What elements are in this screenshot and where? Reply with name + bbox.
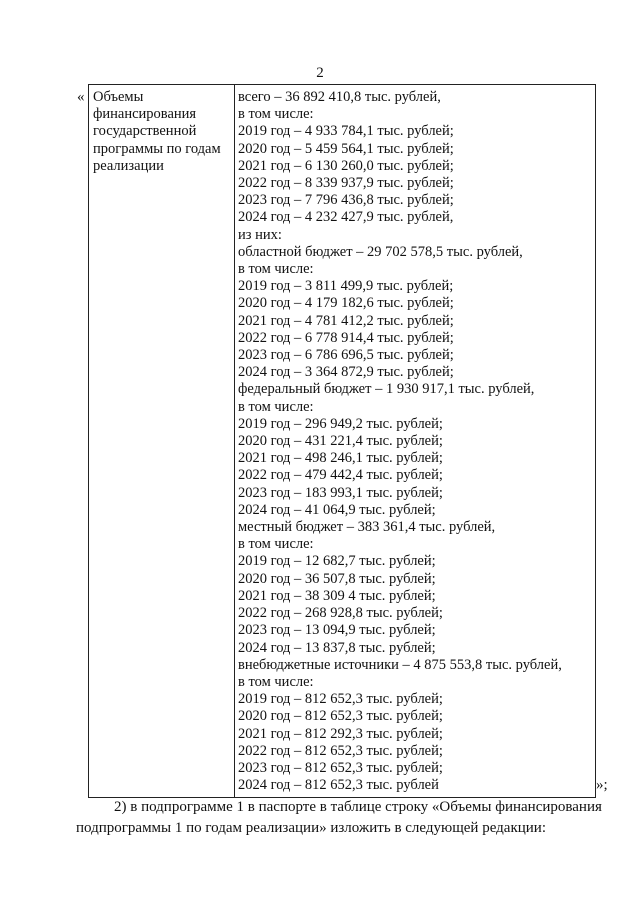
value-line: 2020 год – 431 221,4 тыс. рублей; — [238, 433, 443, 450]
value-line: 2024 год – 812 652,3 тыс. рублей — [238, 777, 439, 794]
value-line: из них: — [238, 226, 282, 243]
value-line: 2022 год – 6 778 914,4 тыс. рублей; — [238, 329, 454, 346]
label-line: реализации — [93, 157, 164, 174]
total-line: всего – 36 892 410,8 тыс. рублей, — [238, 89, 441, 105]
value-line: 2023 год – 183 993,1 тыс. рублей; — [238, 484, 443, 501]
value-line: 2024 год – 3 364 872,9 тыс. рублей; — [238, 364, 454, 381]
value-line: 2021 год – 812 292,3 тыс. рублей; — [238, 725, 443, 742]
value-line: 2020 год – 4 179 182,6 тыс. рублей; — [238, 295, 454, 312]
value-line: в том числе: — [238, 398, 314, 415]
value-line: 2021 год – 4 781 412,2 тыс. рублей; — [238, 312, 454, 329]
extrabudgetary-line: внебюджетные источники – 4 875 553,8 тыс. рублей, — [238, 656, 562, 673]
value-line: в том числе: — [238, 261, 314, 278]
value-line: 2019 год – 3 811 499,9 тыс. рублей; — [238, 278, 454, 295]
instruction-paragraph — [76, 797, 608, 839]
value-line: в том числе: — [238, 673, 314, 690]
value-line: 2024 год – 4 232 427,9 тыс. рублей, — [238, 209, 454, 226]
funding-value-cell — [235, 85, 596, 798]
label-line: Объемы — [93, 89, 144, 105]
value-line: 2020 год – 36 507,8 тыс. рублей; — [238, 570, 436, 587]
value-line: в том числе: — [238, 106, 314, 123]
value-line: 2023 год – 6 786 696,5 тыс. рублей; — [238, 347, 454, 364]
value-line: 2022 год – 812 652,3 тыс. рублей; — [238, 742, 443, 759]
value-line: 2022 год – 479 442,4 тыс. рублей; — [238, 467, 443, 484]
value-line: 2019 год – 812 652,3 тыс. рублей; — [238, 691, 443, 708]
value-line: 2022 год – 8 339 937,9 тыс. рублей; — [238, 175, 454, 192]
regional-budget-line: областной бюджет – 29 702 578,5 тыс. рублей, — [238, 243, 523, 260]
funding-row — [89, 85, 596, 798]
local-budget-line: местный бюджет – 383 361,4 тыс. рублей, — [238, 519, 496, 536]
value-line: 2020 год – 5 459 564,1 тыс. рублей; — [238, 140, 454, 157]
funding-table — [88, 84, 596, 798]
value-line: 2019 год – 4 933 784,1 тыс. рублей; — [238, 123, 454, 140]
value-line: 2021 год – 6 130 260,0 тыс. рублей; — [238, 157, 454, 174]
value-line: 2021 год – 498 246,1 тыс. рублей; — [238, 450, 443, 467]
value-line: в том числе: — [238, 536, 314, 553]
paragraph-line: 2) в подпрограмме 1 в паспорте в таблице строку «Объемы финансирования — [114, 799, 602, 815]
value-line: 2019 год – 12 682,7 тыс. рублей; — [238, 553, 436, 570]
value-line: 2022 год – 268 928,8 тыс. рублей; — [238, 605, 443, 622]
value-line: 2019 год – 296 949,2 тыс. рублей; — [238, 415, 443, 432]
value-line: 2023 год – 7 796 436,8 тыс. рублей; — [238, 192, 454, 209]
page-number: 2 — [316, 65, 324, 81]
value-line: 2024 год – 13 837,8 тыс. рублей; — [238, 639, 436, 656]
closing-quote: »; — [596, 777, 608, 793]
label-line: программы по годам — [93, 140, 221, 157]
value-line: 2023 год – 812 652,3 тыс. рублей; — [238, 759, 443, 776]
value-line: 2024 год – 41 064,9 тыс. рублей; — [238, 501, 436, 518]
value-line: 2021 год – 38 309 4 тыс. рублей; — [238, 587, 436, 604]
paragraph-line: подпрограммы 1 по годам реализации» изложить в следующей редакции: — [76, 820, 546, 836]
funding-label-cell — [89, 85, 235, 798]
value-line: 2023 год – 13 094,9 тыс. рублей; — [238, 622, 436, 639]
opening-quote: « — [77, 89, 85, 105]
federal-budget-line: федеральный бюджет – 1 930 917,1 тыс. рублей, — [238, 381, 535, 398]
label-line: финансирования — [93, 106, 197, 123]
value-line: 2020 год – 812 652,3 тыс. рублей; — [238, 708, 443, 725]
label-line: государственной — [93, 123, 197, 140]
